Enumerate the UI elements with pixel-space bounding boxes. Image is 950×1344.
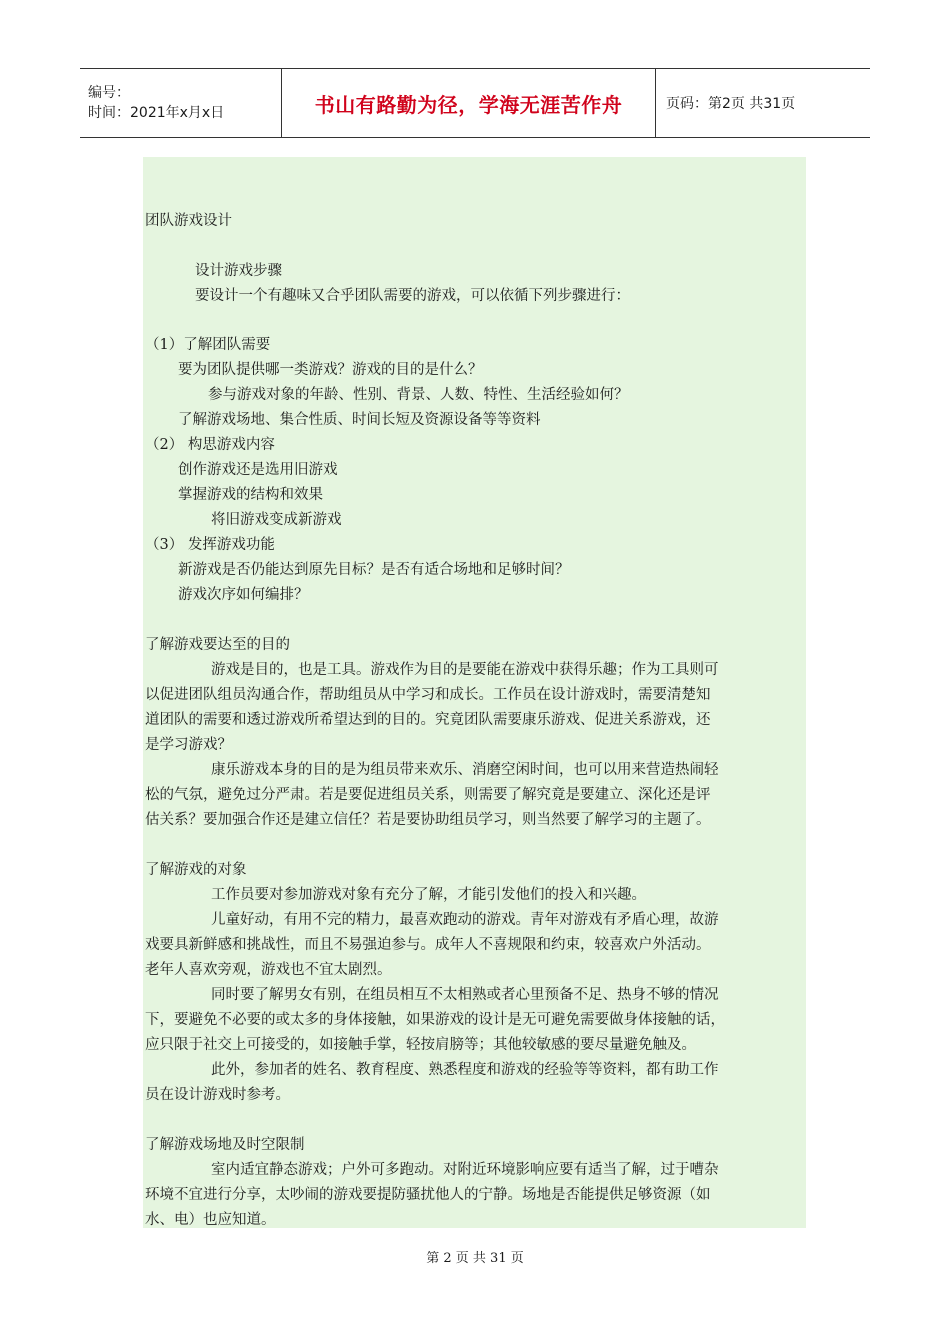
paragraph-line: 环境不宜进行分享，太吵闹的游戏要提防骚扰他人的宁静。场地是否能提供足够资源（如 (145, 1187, 711, 1203)
step2-title: （2） 构思游戏内容 (145, 437, 275, 453)
page-info: 页码：第2页 共31页 (666, 96, 796, 112)
header-meta-cell (80, 69, 282, 137)
step2-item: 将旧游戏变成新游戏 (211, 512, 342, 528)
steps-intro: 要设计一个有趣味又合乎团队需要的游戏，可以依循下列步骤进行： (195, 288, 630, 304)
step2-item: 创作游戏还是选用旧游戏 (178, 462, 338, 478)
section-heading: 了解游戏场地及时空限制 (145, 1137, 305, 1153)
paragraph-line: 下，要避免不必要的或太多的身体接触，如果游戏的设计是无可避免需要做身体接触的话， (145, 1012, 725, 1028)
paragraph-line: 儿童好动，有用不完的精力，最喜欢跑动的游戏。青年对游戏有矛盾心理，故游 (211, 912, 719, 928)
step3-item: 游戏次序如何编排？ (178, 587, 309, 603)
step2-item: 掌握游戏的结构和效果 (178, 487, 323, 503)
step3-title: （3） 发挥游戏功能 (145, 537, 275, 553)
paragraph-line: 老年人喜欢旁观，游戏也不宜太剧烈。 (145, 962, 392, 978)
paragraph-line: 估关系？要加强合作还是建立信任？若是要协助组员学习，则当然要了解学习的主题了。 (145, 812, 711, 828)
header-motto-cell (282, 69, 656, 137)
document-body (143, 157, 806, 1228)
paragraph-line: 应只限于社交上可接受的，如接触手掌，轻按肩膀等；其他较敏感的要尽量避免触及。 (145, 1037, 696, 1053)
section-heading: 了解游戏要达至的目的 (145, 637, 290, 653)
paragraph-line: 员在设计游戏时参考。 (145, 1087, 290, 1103)
motto-text: 书山有路勤为径，学海无涯苦作舟 (314, 92, 623, 117)
section-heading: 了解游戏的对象 (145, 862, 247, 878)
step3-item: 新游戏是否仍能达到原先目标？是否有适合场地和足够时间？ (178, 562, 570, 578)
paragraph-line: 康乐游戏本身的目的是为组员带来欢乐、消磨空闲时间，也可以用来营造热闹轻 (211, 762, 719, 778)
steps-heading: 设计游戏步骤 (195, 263, 282, 279)
paragraph-line: 工作员要对参加游戏对象有充分了解，才能引发他们的投入和兴趣。 (211, 887, 646, 903)
step1-item: 参与游戏对象的年龄、性别、背景、人数、特性、生活经验如何？ (208, 387, 629, 403)
step1-item: 要为团队提供哪一类游戏？游戏的目的是什么？ (178, 362, 483, 378)
page-footer (0, 1247, 950, 1266)
paragraph-line: 水、电）也应知道。 (145, 1212, 276, 1228)
footer-page-number: 第 2 页 共 31 页 (426, 1251, 524, 1266)
paragraph-line: 同时要了解男女有别，在组员相互不太相熟或者心里预备不足、热身不够的情况 (211, 987, 719, 1003)
header-page-cell (656, 69, 870, 137)
paragraph-line: 游戏是目的，也是工具。游戏作为目的是要能在游戏中获得乐趣；作为工具则可 (211, 662, 719, 678)
paragraph-line: 道团队的需要和透过游戏所希望达到的目的。究竟团队需要康乐游戏、促进关系游戏，还 (145, 712, 711, 728)
paragraph-line: 戏要具新鲜感和挑战性，而且不易强迫参与。成年人不喜规限和约束，较喜欢户外活动。 (145, 937, 711, 953)
paragraph-line: 以促进团队组员沟通合作，帮助组员从中学习和成长。工作员在设计游戏时，需要清楚知 (145, 687, 711, 703)
time-label: 时间：2021年x月x日 (88, 105, 225, 121)
number-label: 编号： (88, 85, 130, 101)
step1-item: 了解游戏场地、集合性质、时间长短及资源设备等等资料 (178, 412, 541, 428)
paragraph-line: 此外，参加者的姓名、教育程度、熟悉程度和游戏的经验等等资料，都有助工作 (211, 1062, 719, 1078)
step1-title: （1）了解团队需要 (145, 337, 271, 353)
paragraph-line: 室内适宜静态游戏；户外可多跑动。对附近环境影响应要有适当了解，过于嘈杂 (211, 1162, 719, 1178)
paragraph-line: 是学习游戏？ (145, 737, 232, 753)
document-header (80, 68, 870, 138)
paragraph-line: 松的气氛，避免过分严肃。若是要促进组员关系，则需要了解究竟是要建立、深化还是评 (145, 787, 711, 803)
document-title: 团队游戏设计 (145, 213, 232, 229)
